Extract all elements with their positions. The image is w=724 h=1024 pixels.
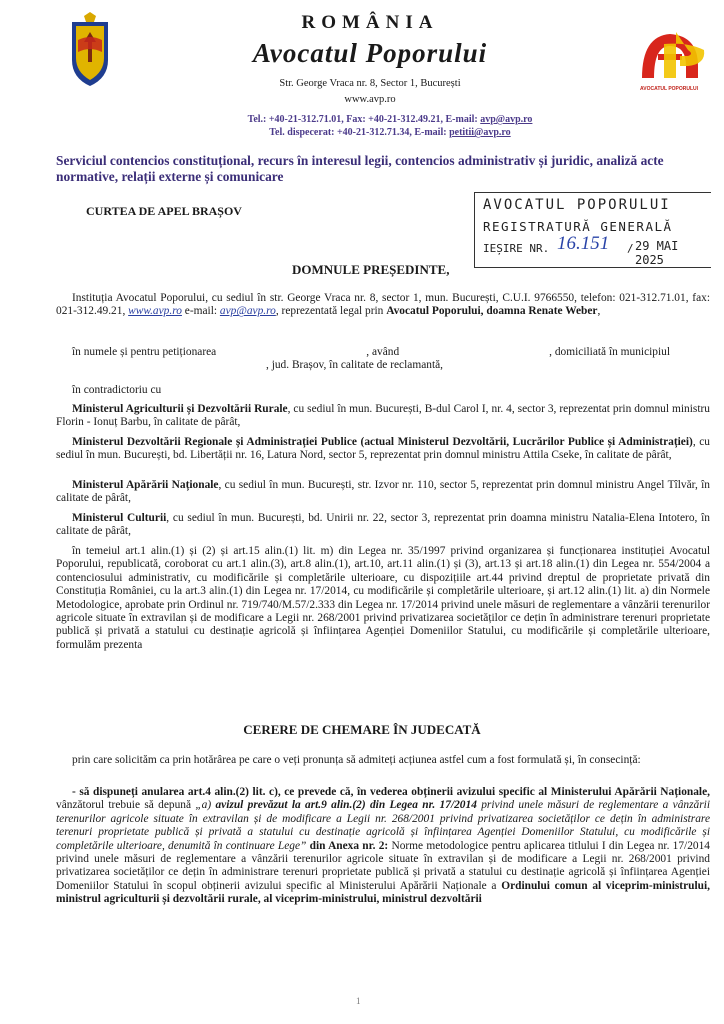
defendant-1-text: , cu sediul în mun. București, B-dul Carol I, nr. 4, sector 3, reprezentat prin domnul ministru Florin - Ionuț Barbu, în calitate de pârât,	[56, 403, 710, 429]
dispose-paragraph	[56, 786, 710, 907]
document-heading: CERERE DE CHEMARE ÎN JUDECATĂ	[243, 722, 481, 737]
dispose-text-3: „a)	[195, 799, 216, 812]
header-address: Str. George Vraca nr. 8, Sector 1, București	[279, 78, 461, 89]
defendant-3	[56, 479, 710, 506]
contact-line-1	[180, 114, 600, 125]
defendant-3-name: Ministerul Apărării Naționale	[72, 479, 219, 491]
page-number: 1	[356, 996, 361, 1006]
defendant-1	[56, 403, 710, 430]
request-paragraph: prin care solicităm ca prin hotărârea pe care o veți pronunța să admiteți acțiunea astfel cum a fost formulată și, în consecință:	[72, 754, 641, 766]
intro-email-link[interactable]: avp@avp.ro	[219, 305, 276, 318]
intro-representative: Avocatul Poporului, doamna Renate Weber	[386, 305, 598, 318]
dispose-text-5: privind unele măsuri de reglementare a vânzării terenurilor agricole situate în extravilan și de modificare a Legii nr. 268/2001 privind privatizarea societăților ce dețin în administrare terenuri proprietate publică și privată a statului cu destinație agricolă și înființarea Agenției Domeniilor Statului, cu modificările și completările ulterioare, denumită în continuare Lege”	[56, 799, 710, 852]
court-name: CURTEA DE APEL BRAȘOV	[86, 204, 242, 218]
avp-logo-text: AVOCATUL POPORULUI	[640, 86, 699, 92]
header-institution: Avocatul Poporului	[252, 38, 488, 68]
contact-email-2[interactable]: petitii@avp.ro	[449, 127, 511, 138]
petition-text-2: , având	[366, 346, 400, 358]
dispose-text-6: din Anexa nr. 2:	[306, 839, 389, 852]
contact-email-1[interactable]: avp@avp.ro	[480, 114, 533, 125]
stamp-line-2: REGISTRATURĂ GENERALĂ	[483, 219, 673, 234]
petition-text-4: , jud. Brașov, în calitate de reclamantă,	[266, 359, 444, 372]
petition-paragraph	[56, 346, 710, 373]
defendant-4	[56, 512, 710, 539]
dispose-text-8: Ordinului comun al viceprim-ministrului, ministrul agriculturii și dezvoltării rurale, al viceprim-ministrului, ministrul dezvoltării	[56, 879, 710, 906]
contact-line-2	[180, 127, 600, 138]
dispose-text-2: vânzătorul trebuie să depună	[56, 799, 196, 812]
stamp-exit-label: IEȘIRE NR.	[483, 242, 550, 255]
stamp-separator: /	[627, 242, 634, 255]
stamp-date: 29 MAI 2025	[635, 239, 679, 267]
salutation: DOMNULE PREȘEDINTE,	[292, 262, 450, 277]
contact-text-1: Tel.: +40-21-312.71.01, Fax: +40-21-312.49.21, E-mail:	[247, 114, 481, 125]
petition-text-1: în numele și pentru petiționarea	[72, 346, 217, 358]
header-country: ROMÂNIA	[301, 12, 439, 33]
intro-website-link[interactable]: www.avp.ro	[128, 305, 182, 318]
intro-text-3: , reprezentată legal prin	[275, 305, 387, 318]
defendant-3-text: , cu sediul în mun. București, str. Izvor nr. 110, sector 5, reprezentat prin domnul ministru Angel Tîlvăr, în calitate de pârât,	[56, 479, 710, 505]
intro-text-2: e-mail:	[181, 305, 220, 318]
defendant-4-name: Ministerul Culturii	[72, 512, 167, 524]
coat-of-arms-icon	[62, 12, 118, 90]
intro-text-4: ,	[597, 305, 601, 318]
header-website: www.avp.ro	[344, 94, 396, 105]
contact-text-2: Tel. dispecerat: +40-21-312.71.34, E-mail:	[269, 127, 450, 138]
defendant-2	[56, 436, 710, 463]
registry-stamp	[474, 192, 711, 268]
defendant-2-name: Ministerul Dezvoltării Regionale și Administrației Publice (actual Ministerul Dezvoltării, Lucrărilor Publice și Administrației)	[72, 436, 693, 448]
legal-basis-paragraph: în temeiul art.1 alin.(1) și (2) și art.15 alin.(1) lit. m) din Legea nr. 35/1997 privind organizarea și funcționarea instituției Avocatul Poporului, republicată, coroborat cu art.1 alin.(3), art.8 alin.(1), art.10, art.11 alin.(1) și (3), art.13 și art.18 alin.(1) din Legea nr. 554/2004 a contenciosului administrativ, cu modificările și completările ulterioare, cu dispozițiile art.44 privind dreptul de proprietate privată din Constituția României, cu la art.3 alin.(1) din Legea nr. 17/2014, cu modificările și completările ulterioare, și art.12 alin.(1) lit. a) din Normele Metodologice, aprobate prin Ordinul nr. 719/740/M.57/2.333 din Legea nr. 17/2014 privind unele măsuri de reglementare a vânzării terenurilor agricole situate în extravilan și de modificare a Legii nr. 268/2001 privind privatizarea societăților ce dețin în administrare terenuri proprietate publică și privată a statului cu destinație agricolă și înființarea Agenției Domeniilor Statului, cu modificările și completările ulterioare, formulăm prezenta	[56, 545, 710, 651]
intro-paragraph	[56, 292, 710, 319]
dispose-text-4: avizul prevăzut la art.9 alin.(2) din Legea nr. 17/2014	[215, 799, 477, 812]
defendant-2-text: , cu sediul în mun. București, bd. Libertății nr. 16, Latura Nord, sector 5, reprezentat prin domnul ministru Attila Cseke, în calitate de pârât,	[56, 436, 710, 462]
contradictory-line: în contradictoriu cu	[72, 384, 162, 396]
intro-text-1: Instituția Avocatul Poporului, cu sediul în str. George Vraca nr. 8, sector 1, mun. București, C.U.I. 9766550, telefon: 021-312.71.01, fax: 021-312.49.21,	[56, 292, 710, 318]
defendant-1-name: Ministerul Agriculturii și Dezvoltării Rurale	[72, 403, 288, 415]
stamp-number: 16.151	[557, 233, 610, 254]
avp-logo	[636, 24, 710, 98]
service-line: Serviciul contencios constituțional, recurs în interesul legii, contencios administrativ și juridic, analiză acte normative, relații externe și comunicare	[56, 153, 664, 184]
petition-text-3: , domiciliată în municipiul	[549, 346, 671, 358]
dispose-text-1: - să dispuneți anularea art.4 alin.(2) lit. c), ce prevede că, în vederea obținerii avizului specific al Ministerului Apărării Naționale,	[72, 786, 710, 798]
dispose-text-7: Norme metodologice pentru aplicarea titlului I din Legea nr. 17/2014 privind unele măsuri de reglementare a vânzării terenurilor agricole situate în extravilan și de modificare a Legii nr. 268/2001 privind privatizarea societăților ce dețin în administrare terenuri proprietate publică și privată a statului cu destinație agricolă și înființarea Agenției Domeniilor Statului în scopul obținerii avizului specific al Ministerului Apărării Naționale a	[56, 839, 710, 892]
defendant-4-text: , cu sediul în mun. București, bd. Unirii nr. 22, sector 3, reprezentat prin doamna ministru Natalia-Elena Intotero, în calitate de pârât,	[56, 512, 711, 538]
stamp-line-1: AVOCATUL POPORULUI	[483, 197, 671, 213]
